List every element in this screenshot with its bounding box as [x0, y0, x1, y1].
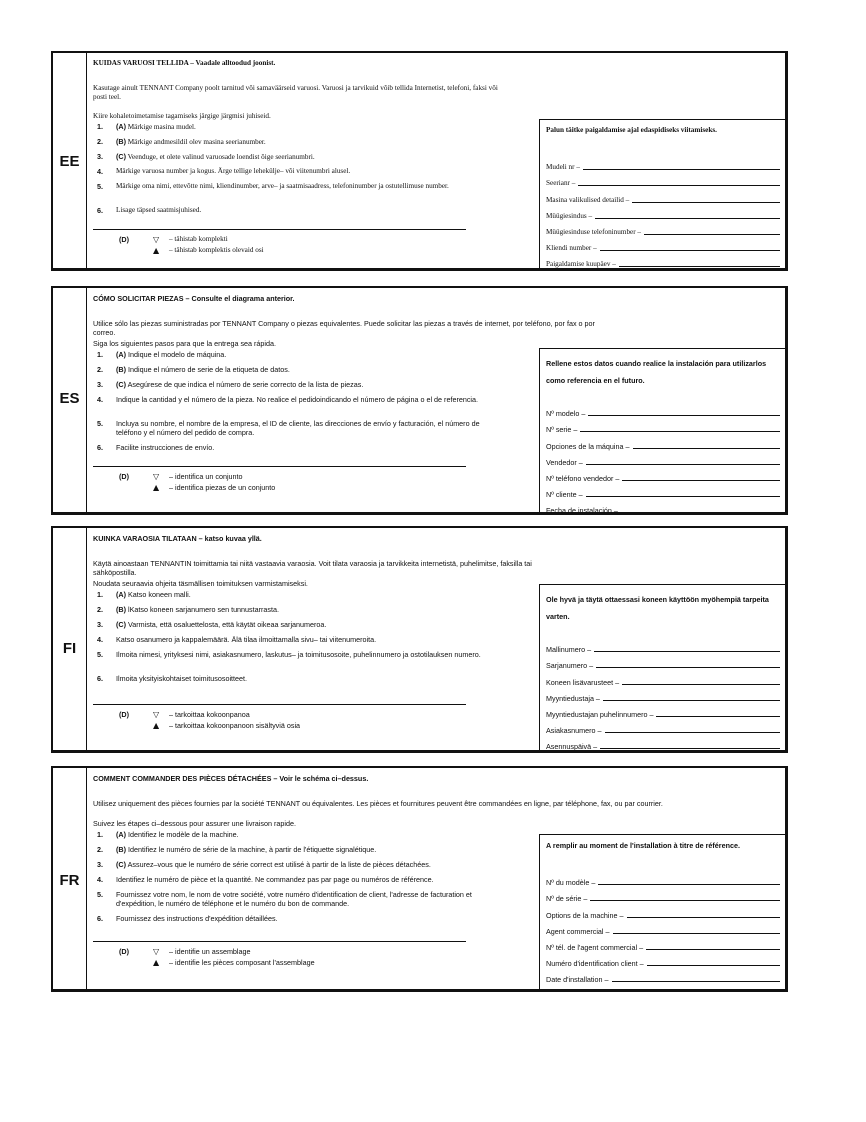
field-label: Nº de série –: [546, 894, 588, 904]
field-label: Paigaldamise kuupäev –: [546, 260, 616, 269]
step-label: (B): [116, 365, 126, 374]
record-field[interactable]: [546, 688, 780, 704]
legend-item: [119, 246, 419, 257]
step-item: [93, 152, 493, 162]
intro-text: Käytä ainoastaan TENNANTIN toimittamia tai niitä vastaavia varaosia. Voit tilata varaosia ja tarvikkeita internetistä, puhelimitse, faksilla tai sähköpostilla.: [93, 559, 532, 577]
step-item: [93, 350, 493, 359]
field-label: Seerianr –: [546, 179, 576, 188]
step-item: [93, 605, 493, 614]
section-title: COMMENT COMMANDER DES PIÈCES DÉTACHÉES – Voir le schéma ci–dessus.: [93, 774, 369, 783]
record-field[interactable]: [546, 671, 780, 687]
step-number: 4.: [97, 875, 103, 884]
step-item: [93, 395, 493, 404]
record-field[interactable]: [546, 969, 780, 985]
step-label: (A): [116, 350, 126, 359]
record-field[interactable]: [546, 435, 780, 451]
legend-label: (D): [119, 235, 129, 244]
step-text: Identifiez le numéro de pièce et la quantité. Ne commandez pas par page ou numéros de référence.: [116, 875, 434, 884]
step-text: Indique el número de serie de la etiqueta de datos.: [127, 365, 290, 374]
fill-in-line[interactable]: [580, 430, 780, 432]
section-title: KUINKA VARAOSIA TILATAAN – katso kuvaa yllä.: [93, 534, 262, 543]
step-number: 6.: [97, 914, 103, 923]
section-ee: [51, 51, 788, 271]
fill-in-line[interactable]: [594, 650, 780, 652]
field-label: Asennuspäivä –: [546, 742, 598, 752]
field-label: Myyntiedustaja –: [546, 693, 600, 703]
record-field[interactable]: [546, 254, 780, 270]
follow-text: Noudata seuraavia ohjeita täsmällisen toimituksen varmistamiseksi.: [93, 579, 308, 588]
instructions: [93, 288, 785, 516]
step-label: (A): [116, 590, 126, 599]
fill-in-line[interactable]: [605, 731, 780, 733]
record-field[interactable]: [546, 452, 780, 468]
record-field[interactable]: [546, 655, 780, 671]
step-label: (B): [116, 137, 126, 146]
record-field[interactable]: [546, 238, 780, 254]
filled-triangle-icon: ▲: [153, 246, 160, 255]
step-text: Katso osanumero ja kappalemäärä. Älä tilaa ilmoittamalla sivu– tai viitenumeroita.: [116, 635, 377, 644]
step-number: 2.: [97, 605, 103, 614]
legend-text: – identifica un conjunto: [169, 472, 243, 481]
legend: [119, 947, 419, 969]
record-field[interactable]: [546, 888, 780, 904]
field-label: Nº teléfono vendedor –: [546, 473, 620, 483]
step-label: (C): [116, 380, 126, 389]
step-item: [93, 650, 493, 659]
language-code: EE: [59, 153, 80, 170]
hollow-triangle-icon: ▽: [153, 947, 160, 956]
step-number: 1.: [97, 350, 103, 359]
legend-text: – tarkoittaa kokoonpanoa: [169, 710, 250, 719]
legend: [119, 710, 419, 732]
legend-item: [119, 721, 419, 732]
legend-item: [119, 958, 419, 969]
step-number: 3.: [97, 860, 103, 869]
fill-in-line[interactable]: [600, 747, 780, 749]
step-item: [93, 875, 498, 884]
legend-text: – tarkoittaa kokoonpanoon sisältyviä osia: [169, 721, 301, 730]
step-item: [93, 419, 493, 437]
field-label: Mallinumero –: [546, 645, 592, 655]
field-label: Numéro d'identification client –: [546, 959, 644, 969]
fill-in-line[interactable]: [647, 964, 780, 966]
record-field[interactable]: [546, 639, 780, 655]
step-label: (A): [116, 830, 126, 839]
field-label: Nº modelo –: [546, 409, 586, 419]
step-number: 6.: [97, 443, 103, 452]
instructions: [93, 528, 785, 750]
fill-in-line[interactable]: [578, 184, 780, 186]
field-label: Kliendi number –: [546, 244, 597, 253]
step-item: [93, 620, 493, 629]
fill-in-line[interactable]: [612, 980, 780, 982]
section-fi: [51, 526, 788, 753]
step-number: 2.: [97, 845, 103, 854]
field-label: Müügiesindus –: [546, 211, 593, 220]
step-number: 2.: [97, 365, 103, 374]
installation-record-box: [539, 584, 788, 753]
legend: [119, 472, 419, 494]
divider: [93, 229, 466, 230]
fill-in-line[interactable]: [603, 699, 780, 701]
legend-text: – identifie un assemblage: [169, 947, 251, 956]
section-title: KUIDAS VARUOSI TELLIDA – Vaadale alltoodud joonist.: [93, 59, 276, 67]
step-text: Lisage täpsed saatmisjuhised.: [116, 206, 202, 214]
installation-record-box: [539, 348, 788, 515]
fill-in-line[interactable]: [632, 201, 780, 203]
step-text: Incluya su nombre, el nombre de la empresa, el ID de cliente, las direcciones de envío y facturación, el número de teléfono y el número del pedido de compra.: [116, 419, 480, 437]
legend-item: [119, 472, 419, 483]
record-heading: Ole hyvä ja täytä ottaessasi koneen käyttöön myöhempiä tarpeita varten.: [546, 595, 769, 621]
fill-in-line[interactable]: [633, 447, 780, 449]
step-item: [93, 167, 493, 176]
record-field[interactable]: [546, 468, 780, 484]
step-text: Fournissez votre nom, le nom de votre société, votre numéro d'identification de client, l'adresse de facturation et d'expédition, le numéro de téléphone et le numéro du bon de commande.: [116, 890, 472, 908]
record-field[interactable]: [546, 904, 780, 920]
legend-item: [119, 235, 419, 246]
field-label: Nº tél. de l'agent commercial –: [546, 942, 644, 952]
step-text: Ilmoita yksityiskohtaiset toimitusosoitteet.: [116, 674, 248, 683]
follow-text: Suivez les étapes ci–dessous pour assurer une livraison rapide.: [93, 819, 296, 828]
field-label: Fecha de instalación –: [546, 506, 618, 516]
record-field[interactable]: [546, 222, 780, 238]
installation-record-box: [539, 834, 788, 992]
record-field[interactable]: [546, 206, 780, 222]
filled-triangle-icon: ▲: [153, 721, 160, 730]
step-item: [93, 635, 493, 644]
step-text: Veenduge, et olete valinud varuosade loendist õige seerianumbri.: [127, 153, 315, 161]
intro-text: Kasutage ainult TENNANT Company poolt tarnitud või samaväärseid varuosi. Varuosi ja tarvikuid võib tellida Internetist, telefoni, faksi või posti teel.: [93, 84, 498, 101]
step-item: [93, 182, 493, 191]
intro-text: Utilice sólo las piezas suministradas por TENNANT Company o piezas equivalentes. Puede solicitar las piezas a través de internet, por teléfono, por fax o por correo.: [93, 319, 595, 337]
field-label: Opciones de la máquina –: [546, 441, 630, 451]
record-field[interactable]: [546, 484, 780, 500]
legend-text: – identifie les pièces composant l'assemblage: [169, 958, 315, 967]
fill-in-line[interactable]: [590, 899, 780, 901]
field-label: Options de la machine –: [546, 910, 624, 920]
step-text: Indique la cantidad y el número de la pieza. No realice el pedidoindicando el número de página o el de referencia.: [116, 395, 479, 404]
step-item: [93, 590, 493, 599]
step-number: 3.: [97, 152, 103, 161]
record-field[interactable]: [546, 500, 780, 516]
record-heading: A remplir au moment de l'installation à titre de référence.: [546, 841, 740, 850]
step-label: (C): [116, 620, 126, 629]
divider: [93, 941, 466, 942]
step-number: 2.: [97, 137, 103, 146]
field-label: Sarjanumero –: [546, 661, 594, 671]
step-text: Identifiez le numéro de série de la machine, à partir de l'étiquette signalétique.: [127, 845, 377, 854]
section-es: [51, 286, 788, 515]
fill-in-line[interactable]: [644, 233, 780, 235]
hollow-triangle-icon: ▽: [153, 472, 160, 481]
step-number: 6.: [97, 206, 103, 215]
legend-item: [119, 483, 419, 494]
divider: [93, 466, 466, 467]
fill-in-line[interactable]: [596, 666, 780, 668]
instructions: [93, 53, 785, 268]
field-label: Agent commercial –: [546, 926, 610, 936]
legend-text: – tähistab komplekti: [169, 235, 228, 243]
record-heading: Palun täitke paigaldamise ajal edaspidiseks viitamiseks.: [546, 126, 717, 134]
filled-triangle-icon: ▲: [153, 483, 160, 492]
fill-in-line[interactable]: [619, 265, 780, 267]
language-code: FR: [59, 872, 80, 889]
record-field[interactable]: [546, 937, 780, 953]
step-label: (C): [116, 860, 126, 869]
record-field[interactable]: [546, 157, 780, 173]
step-item: [93, 674, 493, 683]
record-field[interactable]: [546, 403, 780, 419]
step-item: [93, 137, 493, 147]
field-label: Nº du modèle –: [546, 878, 596, 888]
step-text: Varmista, että osaluettelosta, että käytät oikeaa sarjanumeroa.: [127, 620, 327, 629]
language-code: ES: [59, 390, 80, 407]
field-label: Mudeli nr –: [546, 163, 580, 172]
record-field[interactable]: [546, 704, 780, 720]
installation-record-box: [539, 119, 788, 271]
divider: [93, 704, 466, 705]
legend: [119, 235, 419, 257]
field-label: Müügiesinduse telefoninumber –: [546, 227, 642, 236]
step-number: 1.: [97, 830, 103, 839]
record-field[interactable]: [546, 872, 780, 888]
fill-in-line[interactable]: [656, 715, 780, 717]
step-number: 4.: [97, 395, 103, 404]
fill-in-line[interactable]: [622, 479, 780, 481]
section-title: CÓMO SOLICITAR PIEZAS – Consulte el diagrama anterior.: [93, 294, 295, 303]
legend-label: (D): [119, 947, 129, 956]
step-text: Fournissez des instructions d'expédition détaillées.: [116, 914, 278, 923]
legend-item: [119, 710, 419, 721]
step-item: [93, 860, 498, 869]
step-item: [93, 365, 493, 374]
step-text: Indique el modelo de máquina.: [127, 350, 227, 359]
fill-in-line[interactable]: [588, 414, 780, 416]
step-number: 5.: [97, 650, 103, 659]
step-text: Märkige varuosa number ja kogus. Ärge tellige lehekülje– või viitenumbri alusel.: [116, 167, 351, 175]
legend-label: (D): [119, 472, 129, 481]
hollow-triangle-icon: ▽: [153, 710, 160, 719]
step-number: 4.: [97, 167, 103, 176]
field-label: Date d'installation –: [546, 975, 609, 985]
step-item: [93, 830, 498, 839]
fill-in-line[interactable]: [621, 511, 780, 513]
fill-in-line[interactable]: [627, 916, 780, 918]
field-label: Asiakasnumero –: [546, 726, 602, 736]
step-item: [93, 122, 493, 132]
step-label: (B): [116, 605, 126, 614]
step-number: 5.: [97, 182, 103, 191]
fill-in-line[interactable]: [583, 168, 780, 170]
legend-label: (D): [119, 710, 129, 719]
step-number: 1.: [97, 590, 103, 599]
step-text: Assurez–vous que le numéro de série correct est utilisé à partir de la liste de pièces détachées.: [127, 860, 431, 869]
record-field[interactable]: [546, 720, 780, 736]
instructions: [93, 768, 785, 989]
step-text: Facilite instrucciones de envío.: [116, 443, 215, 452]
step-number: 5.: [97, 890, 103, 899]
step-label: (C): [116, 152, 126, 161]
legend-text: – tähistab komplektis olevaid osi: [169, 246, 264, 254]
fill-in-line[interactable]: [600, 249, 780, 251]
section-fr: [51, 766, 788, 992]
step-text: Märkige andmesildil olev masina seerianumber.: [127, 138, 266, 146]
step-number: 1.: [97, 122, 103, 131]
step-text: Katso koneen malli.: [127, 590, 191, 599]
step-item: [93, 845, 498, 854]
fill-in-line[interactable]: [586, 495, 780, 497]
step-item: [93, 890, 498, 908]
fill-in-line[interactable]: [646, 948, 780, 950]
step-text: Märkige masina mudel.: [127, 123, 196, 131]
step-item: [93, 206, 493, 215]
step-number: 4.: [97, 635, 103, 644]
filled-triangle-icon: ▲: [153, 958, 160, 967]
step-item: [93, 914, 498, 923]
step-number: 6.: [97, 674, 103, 683]
record-field[interactable]: [546, 921, 780, 937]
follow-text: Kiire kohaletoimetamise tagamiseks järgige järgmisi juhiseid.: [93, 112, 271, 120]
intro-text: Utilisez uniquement des pièces fournies par la société TENNANT ou équivalentes. Les pièces et fournitures peuvent être commandées en ligne, par téléphone, fax, ou par courrier.: [93, 799, 663, 808]
field-label: Nº cliente –: [546, 490, 583, 500]
fill-in-line[interactable]: [613, 932, 780, 934]
step-item: [93, 443, 493, 452]
language-code: FI: [62, 640, 77, 657]
fill-in-line[interactable]: [595, 217, 780, 219]
record-heading: Rellene estos datos cuando realice la instalación para utilizarlos como referencia en el futuro.: [546, 359, 767, 385]
step-text: Ilmoita nimesi, yrityksesi nimi, asiakasnumero, laskutus– ja toimitusosoite, puhelinnumero ja ostotilauksen numero.: [116, 650, 481, 659]
fill-in-line[interactable]: [598, 883, 780, 885]
field-label: Masina valikulised detailid –: [546, 195, 630, 204]
record-field[interactable]: [546, 189, 780, 205]
step-text: Märkige oma nimi, ettevõtte nimi, kliendinumber, arve– ja saatmisaadress, telefoninumber ja ostutellimuse number.: [116, 182, 449, 190]
legend-item: [119, 947, 419, 958]
fill-in-line[interactable]: [622, 683, 780, 685]
field-label: Vendedor –: [546, 457, 583, 467]
field-label: Myyntiedustajan puhelinnumero –: [546, 709, 654, 719]
record-field[interactable]: [546, 736, 780, 752]
step-text: lKatso koneen sarjanumero sen tunnustarrasta.: [127, 605, 280, 614]
step-text: Identifiez le modèle de la machine.: [127, 830, 239, 839]
field-label: Nº serie –: [546, 425, 578, 435]
record-field[interactable]: [546, 173, 780, 189]
step-number: 3.: [97, 620, 103, 629]
step-number: 5.: [97, 419, 103, 428]
step-label: (B): [116, 845, 126, 854]
step-text: Asegúrese de que indica el número de serie correcto de la lista de piezas.: [127, 380, 364, 389]
record-field[interactable]: [546, 419, 780, 435]
record-field[interactable]: [546, 953, 780, 969]
follow-text: Siga los siguientes pasos para que la entrega sea rápida.: [93, 339, 277, 348]
fill-in-line[interactable]: [586, 463, 780, 465]
step-number: 3.: [97, 380, 103, 389]
hollow-triangle-icon: ▽: [153, 235, 160, 244]
field-label: Koneen lisävarusteet –: [546, 677, 620, 687]
legend-text: – identifica piezas de un conjunto: [169, 483, 276, 492]
step-item: [93, 380, 493, 389]
language-column: [53, 528, 87, 750]
step-label: (A): [116, 122, 126, 131]
